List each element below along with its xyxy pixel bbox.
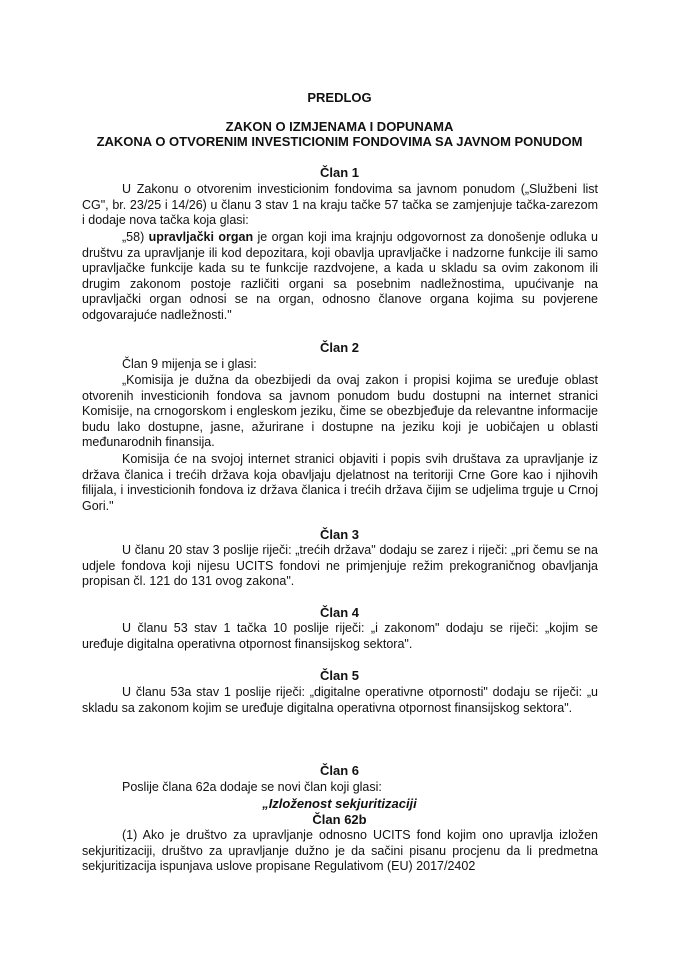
clan-6-paragraph-1: Poslije člana 62a dodaje se novi član koji glasi:: [122, 780, 382, 794]
clan-2-paragraph-3: Komisija će na svojoj internet stranici objaviti i popis svih društava za upravljanje iz država članica i trećih država koja obavljaju djelatnost na teritoriji Crne Gore kao i njihovih filijala, i investicionih fondova iz država članica i trećih država čijim se udjelima trguje u Crnoj Gori.": [82, 452, 598, 513]
clan-1-p2-rest: je organ koji ima krajnju odgovornost za donošenje odluka u društvu za upravljanje ili kod depozitara, koji obavlja upravljačke i nadzorne funkcije ili samo upravljačke funkcije kada su te funkcije razdvojene, a kada u skladu sa ovim zakonom ili drugim zakonom postoje različiti organi sa posebnim nadležnostima, upućivanje na upravljački organ odnosi se na organ, odnosno članove organa kojima su povjerene odgovarajuće nadležnosti.": [82, 230, 599, 322]
clan-6-heading: Član 6: [319, 763, 359, 778]
clan-2-heading: Član 2: [319, 340, 359, 355]
clan-5-paragraph-1: U članu 53a stav 1 poslije riječi: „digitalne operativne otpornosti" dodaju se riječi: „u skladu sa zakonom kojim se uređuje digitalna operativna otpornost finansijskog sektora".: [82, 685, 598, 715]
clan-3-paragraph-1: U članu 20 stav 3 poslije riječi: „trećih država" dodaju se zarez i riječi: „pri čemu se na udjele fondova koji nijesu UCITS fondovi ne primjenjuje režim prekograničnog obavljanja propisan čl. 121 do 131 ovog zakona".: [82, 543, 598, 588]
clan-2-paragraph-1: Član 9 mijenja se i glasi:: [122, 357, 257, 371]
clan-4-paragraph-1: U članu 53 stav 1 tačka 10 poslije riječi: „i zakonom" dodaju se riječi: „kojim se uređuje digitalna operativna otpornost finansijskog sektora".: [82, 621, 598, 651]
clan-62b-heading: Član 62b: [312, 812, 367, 827]
predlog-label: PREDLOG: [307, 90, 372, 105]
clan-1-paragraph-2: [82, 230, 598, 323]
clan-5-heading: Član 5: [319, 668, 359, 683]
clan-1-p2-term: upravljački organ: [148, 230, 254, 244]
clan-62b-paragraph-1: (1) Ako je društvo za upravljanje odnosno UCITS fond kojim ono upravlja izložen sekjuritizaciji, društvo za upravljanje dužno je da sačini pisanu procjenu da li predmetna sekjuritizacija ispunjava uslove propisane Regulativom (EU) 2017/2402: [82, 828, 598, 873]
clan-1-heading: Član 1: [319, 165, 359, 180]
clan-3-heading: Član 3: [319, 527, 359, 542]
clan-4-heading: Član 4: [319, 605, 359, 620]
clan-2-paragraph-2: „Komisija je dužna da obezbijedi da ovaj zakon i propisi kojima se uređuje oblast otvorenih investicionih fondova sa javnom ponudom budu dostupni na internet stranici Komisije, na crnogorskom i engleskom jeziku, čime se obezbjeđuje da relevantne informacije budu lako dostupne, jasne, ažurirane i dostupne na jeziku koji je uobičajen u oblasti međunarodnih finansija.: [82, 373, 598, 449]
clan-1-p2-prefix: „58): [122, 230, 149, 244]
law-title-line-2: ZAKONA O OTVORENIM INVESTICIONIM FONDOVIMA SA JAVNOM PONUDOM: [96, 134, 583, 149]
clan-1-paragraph-1: U Zakonu o otvorenim investicionim fondovima sa javnom ponudom („Službeni list CG", br. 23/25 i 14/26) u članu 3 stav 1 na kraju tačke 57 tačka se zamjenjuje tačka-zarezom i dodaje nova tačka koja glasi:: [82, 182, 598, 227]
clan-62b-title: „Izloženost sekjuritizaciji: [262, 796, 417, 811]
law-title-line-1: ZAKON O IZMJENAMA I DOPUNAMA: [225, 119, 454, 134]
